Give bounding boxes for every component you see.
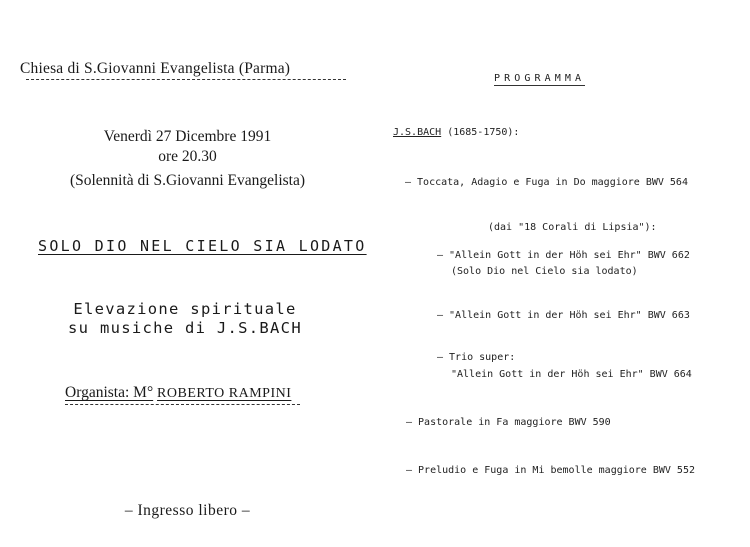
concert-title: SOLO DIO NEL CIELO SIA LODATO	[38, 237, 367, 255]
subtitle-line1: Elevazione spirituale	[73, 300, 297, 318]
program-heading: PROGRAMMA	[494, 73, 586, 84]
program-item-2-translation: (Solo Dio nel Cielo sia lodato)	[451, 266, 638, 277]
program-item-5: – Pastorale in Fa maggiore BWV 590	[406, 417, 611, 428]
program-subsection: (dai "18 Corali di Lipsia"):	[488, 222, 657, 233]
organist-underline	[65, 404, 300, 405]
composer-line	[393, 127, 519, 138]
program-item-4-title: "Allein Gott in der Höh sei Ehr" BWV 664	[451, 369, 692, 380]
organist	[65, 384, 300, 405]
program-item-3: – "Allein Gott in der Höh sei Ehr" BWV 663	[437, 310, 690, 321]
organist-name: ROBERTO RAMPINI	[157, 386, 292, 401]
concert-time: ore 20.30	[158, 148, 217, 165]
program-item-1: – Toccata, Adagio e Fuga in Do maggiore BWV 564	[405, 177, 688, 188]
organist-label: Organista: M°	[65, 384, 154, 401]
program-item-6: – Preludio e Fuga in Mi bemolle maggiore BWV 552	[406, 465, 695, 476]
composer-name: J.S.BACH	[393, 127, 442, 138]
church-name	[20, 60, 346, 80]
program-item-4: – Trio super:	[437, 352, 516, 363]
church-name-text: Chiesa di S.Giovanni Evangelista (Parma)	[20, 60, 291, 77]
church-underline	[26, 79, 346, 80]
concert-date: Venerdì 27 Dicembre 1991	[103, 128, 272, 145]
composer-dates: (1685-1750):	[441, 127, 520, 138]
entrance-note: – Ingresso libero –	[124, 502, 251, 519]
solemnity-note: (Solennità di S.Giovanni Evangelista)	[69, 172, 306, 189]
subtitle-line2: su musiche di J.S.BACH	[68, 319, 302, 337]
program-item-2: – "Allein Gott in der Höh sei Ehr" BWV 662	[437, 250, 690, 261]
